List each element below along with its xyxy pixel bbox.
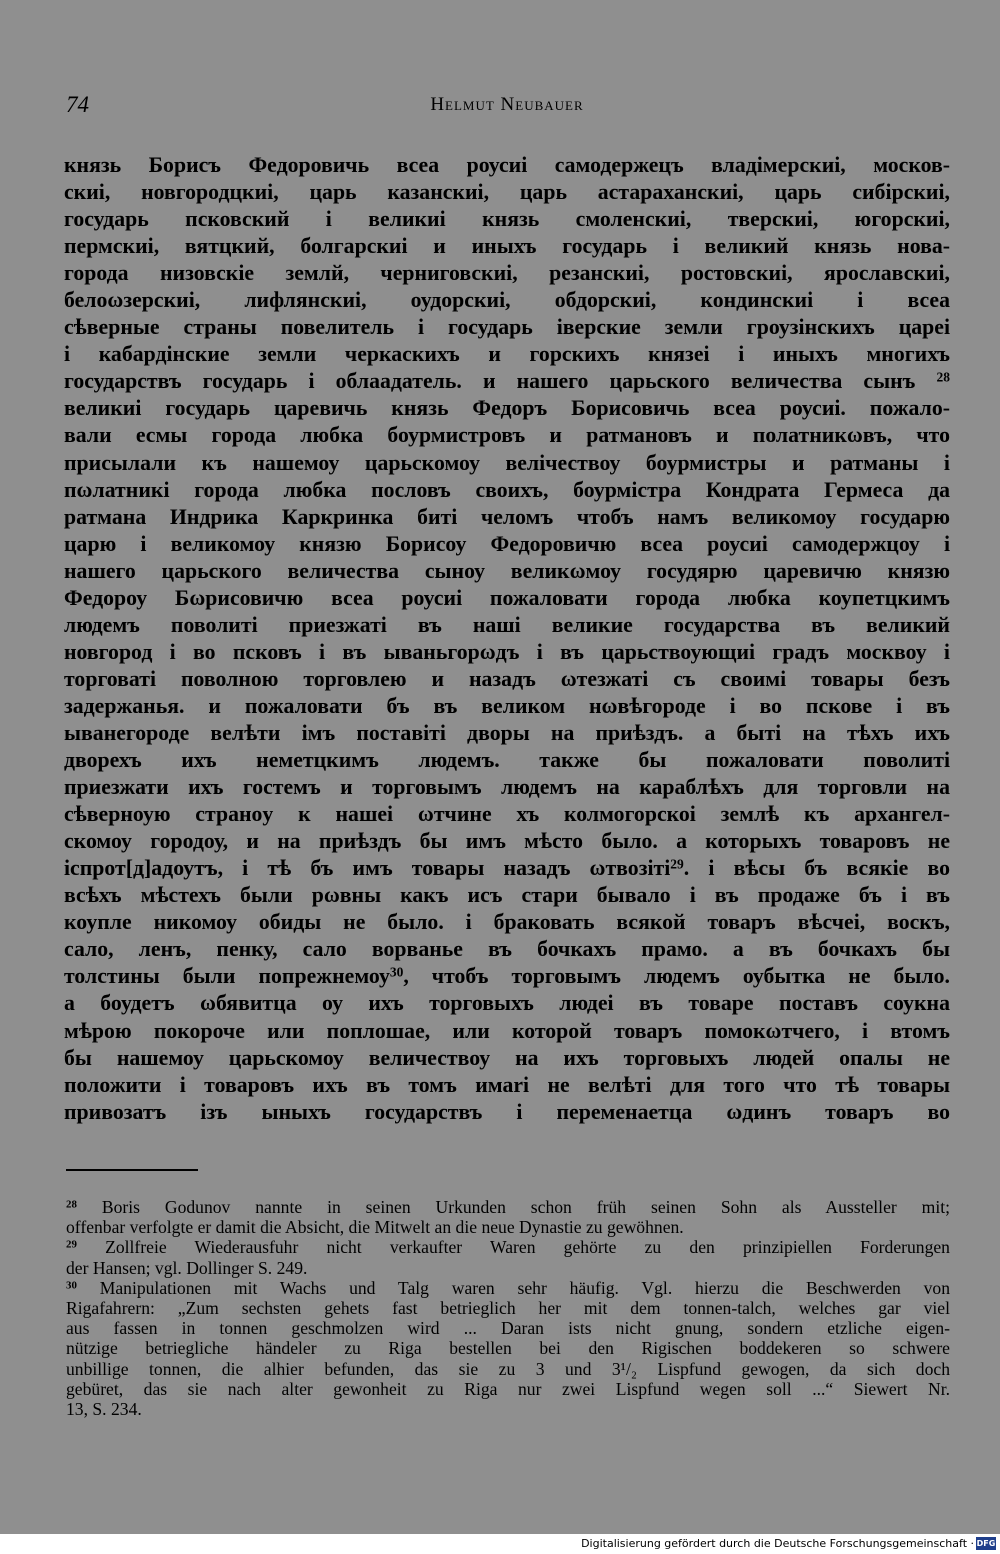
body-line: приезжати ихъ гостемъ и торговымъ людемъ на караблѣхъ для торговли на	[64, 775, 950, 800]
body-line: мѣрою покороче или поплошае, или которой товаръ помокωтчего, і втомъ	[64, 1018, 950, 1043]
body-line: сало, ленъ, пенку, сало ворванье въ бочкахъ прамо. а въ бочкахъ бы	[64, 937, 950, 962]
body-line: пωлатникі города любка пословъ своихъ, боурмістра Кондрата Гермеса да	[64, 477, 950, 502]
body-line: пермскиі, вятцкий, болгарскиі и иныхъ государь і великий князь нова-	[64, 234, 950, 259]
body-line-with-ref	[64, 855, 950, 882]
body-line: нашего царьского величества сыноу великωмоу госудярю царевичю князю	[64, 558, 950, 583]
footnote-line: offenbar verfolgte er damit die Absicht, die Mitwelt an die neue Dynastie zu gewöhnen.	[66, 1217, 684, 1238]
body-line-with-ref	[64, 963, 950, 990]
funding-credit: Digitalisierung gefördert durch die Deutsche Forschungsgemeinschaft ·	[581, 1537, 974, 1550]
footnote-28	[66, 1197, 950, 1237]
body-line: великиі государь царевичь князь Федоръ Борисовичь всеа роусиі. пожало-	[64, 396, 950, 421]
running-title: Helmut Neubauer	[430, 94, 584, 115]
body-line: коупле никомоу обиды не было. і браковать всякой товаръ вѣсчеі, воскъ,	[64, 910, 950, 935]
footnote-marker: 29	[66, 1238, 77, 1251]
body-line-tail: . і вѣсы бъ всякіе во	[683, 856, 950, 881]
page-number: 74	[66, 92, 89, 117]
body-line-tail: , чтобъ торговымъ людемъ оубытка не было.	[403, 964, 950, 989]
body-line: задержанья. и пожаловати бъ въ великом нωвѣгороде і во пскове і въ	[64, 693, 950, 718]
footnote-ref-28: 28	[936, 369, 951, 385]
footnote-ref-29: 29	[670, 856, 684, 872]
footnote-line: Manipulationen mit Wachs und Talg waren sehr häufig. Vgl. hierzu die Beschwerden von	[99, 1277, 950, 1298]
footnote-line: Rigafahrern: „Zum sechsten gehets fast betrieglich her mit dem tonnen-talch, welches gar viel	[66, 1298, 950, 1319]
footnote-line: aus fassen in tonnen geschmolzen wird ... Daran ists nicht gnung, sondern etzliche eigen-	[66, 1318, 950, 1339]
body-line: бы нашемоу царьскомоу величествоу на ихъ торговыхъ людей опалы не	[64, 1045, 950, 1070]
footnote-line: gebüret, das sie nach alter gewonheit zu Riga nur zwei Lispfund wegen soll ...“ Siewert Nr.	[66, 1378, 950, 1399]
footnote-ref-30: 30	[389, 964, 404, 980]
footnote-separator	[66, 1169, 198, 1171]
body-line: скиі, новгородцкиі, царь казанскиі, царь астараханскиі, царь сибірскиі,	[64, 180, 950, 205]
body-line: ратмана Индрика Каркринка биті челомъ чтобъ намъ великомоу государю	[64, 504, 950, 529]
digitization-footer	[0, 1534, 1000, 1554]
body-line: положити і товаровъ ихъ въ томъ имаrі не велѣті для того что тѣ товары	[64, 1072, 950, 1097]
footnote-line: Zollfreie Wiederausfuhr nicht verkaufter Waren gehörte zu den prinzipiellen Forderungen	[105, 1237, 950, 1258]
footnote-line: unbillige tonnen, die alhier befunden, das sie zu 3 und 3¹/₂ Lispfund gewogen, da sich doch	[66, 1358, 950, 1379]
body-line-text: государствъ государь і облаадатель. и нашего царьского величества сынъ	[64, 369, 916, 394]
body-line: людемъ поволиті приезжаті въ наші великие государства въ великий	[64, 612, 950, 637]
body-line: города низовскіе землй, черниговскиі, резанскиі, ростовскиі, ярославскиі,	[64, 261, 950, 286]
footnote-29	[66, 1237, 950, 1277]
body-line: присылали къ нашемоу царьскомоу велічествоу боурмистры и ратманы і	[64, 450, 950, 475]
body-line: сѣверные страны повелитель і государь іверские земли гроузінскихъ цареі	[64, 315, 950, 340]
footnote-line: Boris Godunov nannte in seinen Urkunden schon früh seinen Sohn als Aussteller mit;	[101, 1197, 950, 1217]
document-body	[64, 152, 950, 1126]
body-line: сѣверноую странoу к нашеі ωтчине хъ колмогорскоі землѣ къ архангел-	[64, 802, 950, 827]
body-line: новгород і во псковъ і въ ываньгорωдъ і въ царьствоующиі градъ москвоу і	[64, 639, 950, 664]
page-header	[66, 92, 948, 122]
footnote-30	[66, 1278, 950, 1419]
footnote-line: 13, S. 234.	[66, 1399, 142, 1420]
body-line-text: толстины были попрежнемоу	[64, 964, 390, 989]
body-line: всѣхъ мѣстехъ были рωвны какъ исъ стари бывало і въ продаже бъ і въ	[64, 883, 950, 908]
body-line: белоωзерскиі, лифлянскиі, оудорскиі, обдорскиі, кондинскиі і всеа	[64, 288, 950, 313]
body-line-with-ref	[64, 368, 950, 395]
body-line: торговаті поволною торговлею и назадъ ωтезжаті съ своимі товары безъ	[64, 666, 950, 691]
footnote-line: der Hansen; vgl. Dollinger S. 249.	[66, 1257, 308, 1278]
body-line: і кабардінские земли черкаскихъ и горскихъ князеі і иныхъ многихъ	[64, 342, 950, 367]
footnote-line: nützige betriegliche händeler zu Riga bestellen bei den Rigischen boddekeren so schwere	[66, 1338, 950, 1359]
body-line: скомоу городоу, и на приѣздъ бы имъ мѣсто было. а которыхъ товаровъ не	[64, 829, 950, 854]
body-line: дворехъ ихъ неметцкимъ людемъ. также бы пожаловати поволиті	[64, 748, 950, 773]
body-line: а боудетъ ωбявитца оу ихъ торговыхъ людеі въ товаре поставъ соукна	[64, 991, 950, 1016]
dfg-logo-icon: DFG	[976, 1539, 996, 1548]
footnote-marker: 28	[66, 1198, 77, 1211]
body-line: князь Борисъ Федоровичь всеа роусиі самодержецъ владімерскиі, москов-	[64, 153, 950, 177]
body-line-text: іспрот[д]адоутъ, і тѣ бъ имъ товары назадъ ωтвозіті	[64, 856, 671, 881]
footnote-marker: 30	[66, 1279, 77, 1292]
body-line: Федороу Бωрисовичю всеа роусиі пожаловати города любка коупетцкимъ	[64, 585, 950, 610]
body-line: ыванегороде велѣти імъ поставіті дворы на приѣздъ. а быті на тѣхъ ихъ	[64, 720, 950, 745]
body-line: привозатъ ізъ ыныхъ государствъ і переменаетца ωдинъ товаръ во	[64, 1099, 950, 1124]
body-line: царю і великомоу князю Борисоу Федоровичю всеа роусиі самодержцоу і	[64, 531, 950, 556]
body-line: вали есмы города любка боурмистровъ и ратмановъ и полатникωвъ, что	[64, 423, 950, 448]
footnotes	[66, 1197, 950, 1419]
body-line: государь псковский і великиі князь смоленскиі, тверскиі, югорскиі,	[64, 207, 950, 232]
